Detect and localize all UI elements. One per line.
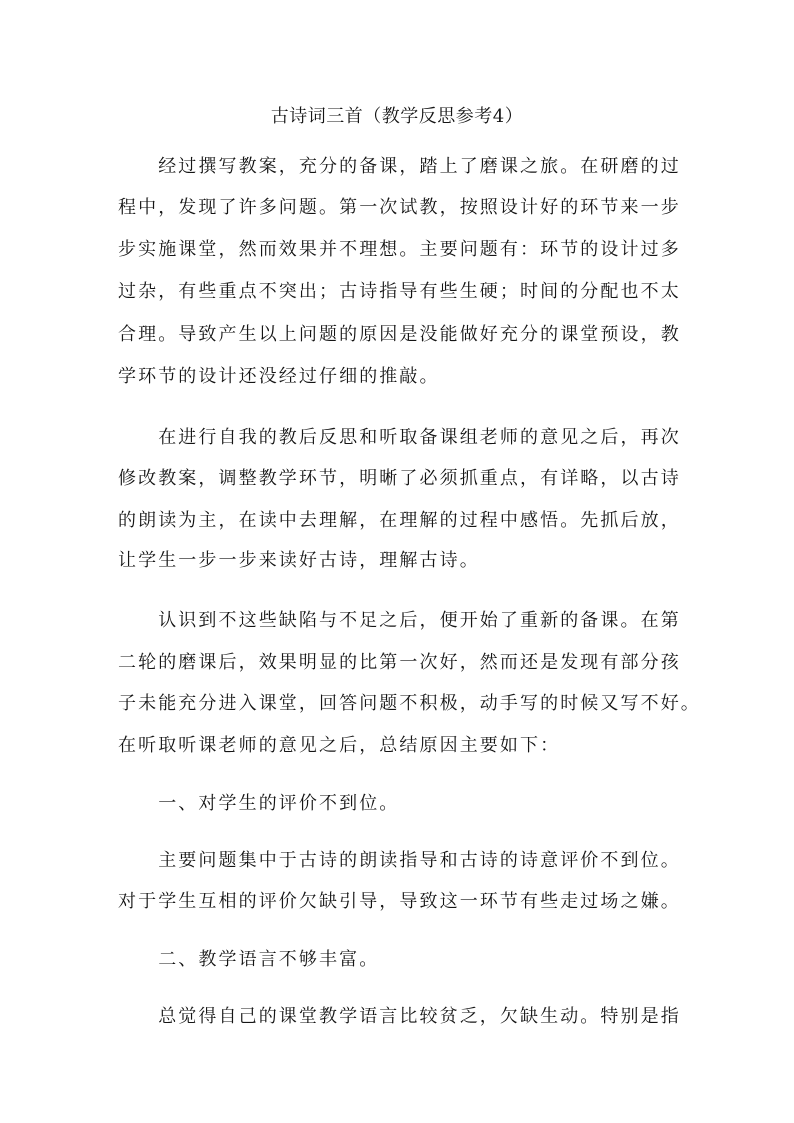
text-line: 认识到不这些缺陷与不足之后，便开始了重新的备课。在第 [118,610,681,631]
section-heading: 一、对学生的评价不到位。 [118,793,400,814]
text-line: 合理。导致产生以上问题的原因是没能做好充分的课堂预设，教 [118,324,681,345]
text-line: 程中，发现了许多问题。第一次试教，按照设计好的环节来一步 [118,197,681,218]
text-line: 的朗读为主，在读中去理解，在理解的过程中感悟。先抓后放， [118,510,681,531]
document-title: 古诗词三首（教学反思参考4） [270,106,524,127]
text-line: 学环节的设计还没经过仔细的推敲。 [118,366,440,387]
text-line: 二轮的磨课后，效果明显的比第一次好，然而还是发现有部分孩 [118,652,681,673]
text-line: 主要问题集中于古诗的朗读指导和古诗的诗意评价不到位。 [118,850,681,871]
text-line: 修改教案，调整教学环节，明晰了必须抓重点，有详略，以古诗 [118,468,681,489]
text-line: 子未能充分进入课堂，回答问题不积极，动手写的时候又写不好。 [118,693,701,714]
text-line: 在进行自我的教后反思和听取备课组老师的意见之后，再次 [118,427,681,448]
text-line: 在听取听课老师的意见之后，总结原因主要如下： [118,735,561,756]
text-line: 步实施课堂，然而效果并不理想。主要问题有：环节的设计过多 [118,239,681,260]
text-line: 对于学生互相的评价欠缺引导，导致这一环节有些走过场之嫌。 [118,891,681,912]
section-heading: 二、教学语言不够丰富。 [118,949,380,970]
text-line: 过杂，有些重点不突出；古诗指导有些生硬；时间的分配也不太 [118,281,681,302]
text-line: 经过撰写教案，充分的备课，踏上了磨课之旅。在研磨的过 [118,156,681,177]
text-line: 总觉得自己的课堂教学语言比较贫乏，欠缺生动。特别是指 [118,1006,681,1027]
text-line: 让学生一步一步来读好古诗，理解古诗。 [118,550,480,571]
